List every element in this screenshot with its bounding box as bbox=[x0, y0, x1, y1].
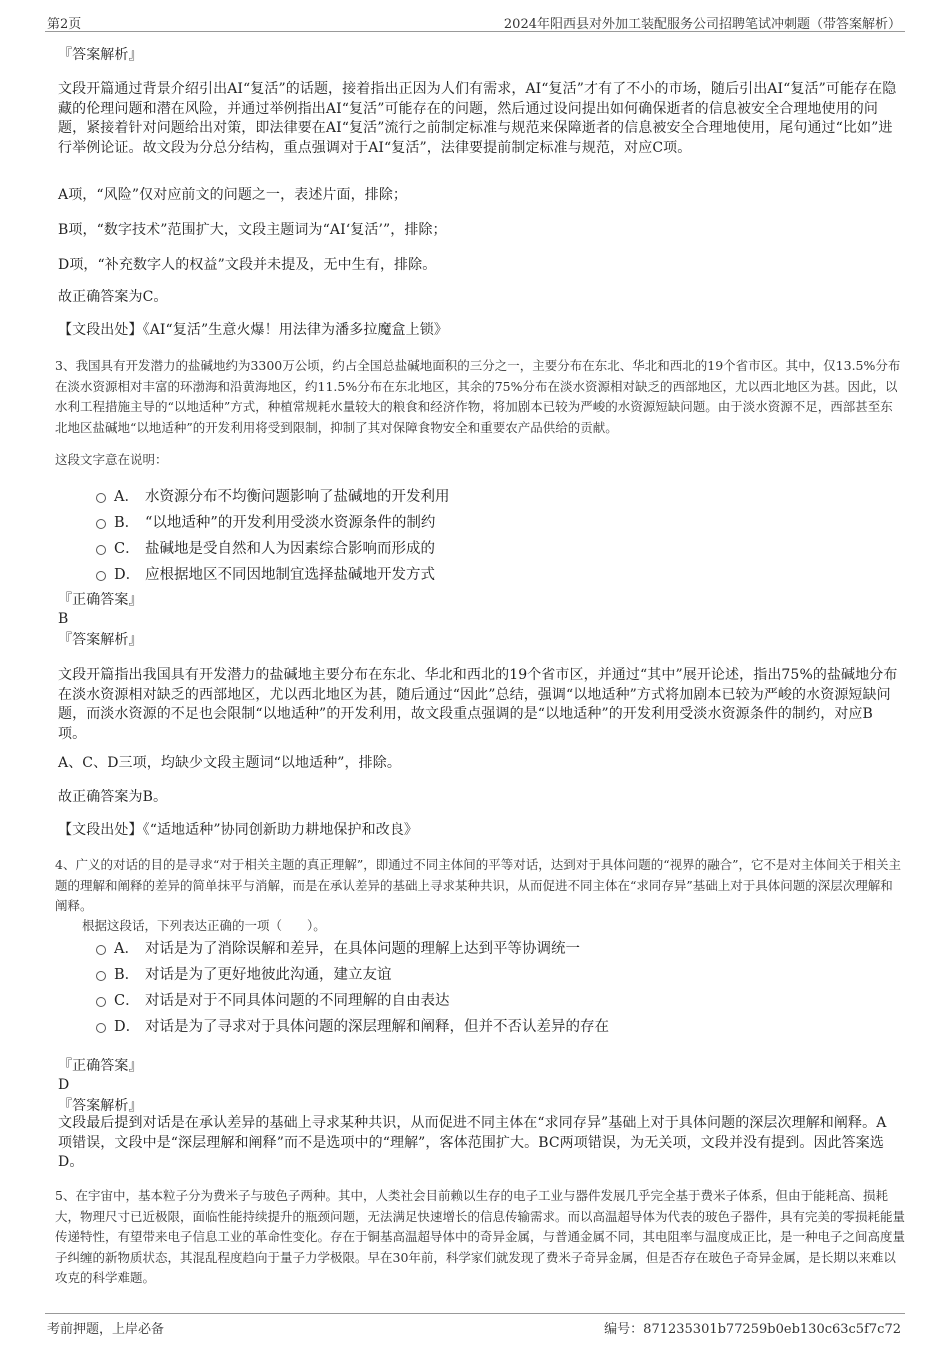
option-text: 应根据地区不同因地制宜选择盐碱地开发方式 bbox=[145, 567, 435, 583]
q3-stem: 3、我国具有开发潜力的盐碱地约为3300万公顷，约占全国总盐碱地面积的三分之一，主要分布在东北、华北和西北的19个省市区。其中，仅13.5%分布在淡水资源相对丰富的环渤海和沿黄海地区，约11.5%分布在东北地区，其余的75%分布在淡水资源相对缺乏的西部地区，尤以西北地区为甚。因此，以水利工程措施主导的“以地适种”方式，种植常规耗水量较大的粮食和经济作物，将加剧本已较为严峻的水资源短缺问题。由于淡水资源不足，西部甚至东北地区盐碱地“以地适种”的开发利用将受到限制，抑制了其对保障食物安全和重要农产品供给的贡献。 bbox=[55, 358, 901, 435]
q3-option-b[interactable] bbox=[96, 511, 435, 532]
q2-option-b-note: B项，“数字技术”范围扩大，文段主题词为“AI‘复活’”，排除； bbox=[58, 222, 447, 238]
q4-question: 根据这段话，下列表达正确的一项（ ）。 bbox=[82, 918, 326, 933]
q2-analysis-text: 文段开篇通过背景介绍引出AI“复活”的话题，接着指出正因为人们有需求，AI“复活”才有了不小的市场，随后引出AI“复活”可能存在隐藏的伦理问题和潜在风险，并通过举例指出AI“复活”可能存在的问题，然后通过设问提出如何确保逝者的信息被安全合理地使用的问题，紧接着针对问题给出对策，即法律要在AI“复活”流行之前制定标准与规范来保障逝者的信息被安全合理地使用，尾句通过“比如”进行举例论证。故文段为分总分结构，重点强调对于AI“复活”，法律要提前制定标准与规范，对应C项。 bbox=[58, 81, 897, 156]
page-footer bbox=[45, 1313, 905, 1335]
q3-analysis-text: 文段开篇指出我国具有开发潜力的盐碱地主要分布在东北、华北和西北的19个省市区，并通过“其中”展开论述，指出75%的盐碱地分布在淡水资源相对缺乏的西部地区，尤以西北地区为甚，随后通过“因此”总结，强调“以地适种”方式将加剧本已较为严峻的水资源短缺问题，而淡水资源的不足也会限制“以地适种”的开发利用，故文段重点强调的是“以地适种”的开发利用受淡水资源条件的制约，对应B项。 bbox=[58, 667, 898, 742]
q3-option-a[interactable] bbox=[96, 485, 450, 506]
radio-icon[interactable] bbox=[96, 545, 106, 555]
q2-option-a-note: A项，“风险”仅对应前文的问题之一，表述片面，排除； bbox=[58, 187, 408, 203]
q4-option-c[interactable] bbox=[96, 989, 450, 1010]
q4-analysis-text: 文段最后提到对话是在承认差异的基础上寻求某种共识，从而促进不同主体在“求同存异”基础上对于具体问题的深层次理解和阐释。A项错误，文段中是“深层理解和阐释”而不是选项中的“理解”，客体范围扩大。BC两项错误，为无关项，文段并没有提到。因此答案选D。 bbox=[58, 1115, 887, 1170]
radio-icon[interactable] bbox=[96, 945, 106, 955]
option-text: “以地适种”的开发利用受淡水资源条件的制约 bbox=[145, 515, 436, 531]
page-header bbox=[45, 12, 905, 32]
option-label: B． bbox=[114, 515, 140, 531]
document-code: 编号：871235301b77259b0eb130c63c5f7c72 bbox=[604, 1322, 901, 1337]
radio-icon[interactable] bbox=[96, 971, 106, 981]
radio-icon[interactable] bbox=[96, 493, 106, 503]
q2-option-d-note: D项，“补充数字人的权益”文段并未提及，无中生有，排除。 bbox=[58, 257, 437, 273]
q3-conclusion: 故正确答案为B。 bbox=[58, 789, 168, 805]
q3-acd-note: A、C、D三项，均缺少文段主题词“以地适种”，排除。 bbox=[58, 755, 401, 771]
q4-analysis-label: 『答案解析』 bbox=[58, 1098, 143, 1114]
q3-analysis-label: 『答案解析』 bbox=[58, 632, 143, 648]
q3-source: 【文段出处】《“适地适种”协同创新助力耕地保护和改良》 bbox=[58, 822, 419, 838]
option-label: B． bbox=[114, 967, 140, 983]
option-label: A． bbox=[114, 489, 139, 505]
q3-question: 这段文字意在说明： bbox=[55, 452, 168, 467]
footer-slogan: 考前押题，上岸必备 bbox=[47, 1322, 165, 1337]
q5-stem: 5、在宇宙中，基本粒子分为费米子与玻色子两种。其中，人类社会目前赖以生存的电子工业与器件发展几乎完全基于费米子体系，但由于能耗高、损耗大，物理尺寸已近极限，面临性能持续提升的瓶颈问题，无法满足快速增长的信息传输需求。而以高温超导体为代表的玻色子器件，具有完美的零损耗能量传递特性，有望带来电子信息工业的革命性变化。存在于铜基高温超导体中的奇异金属，与普通金属不同，其电阻率与温度成正比，是一种电子之间高度量子纠缠的新物质状态，其混乱程度趋向于量子力学极限。早在30年前，科学家们就发现了费米子奇异金属，但是否存在玻色子奇异金属，是长期以来难以攻克的科学难题。 bbox=[55, 1188, 906, 1285]
option-text: 对话是为了消除误解和差异，在具体问题的理解上达到平等协调统一 bbox=[145, 941, 580, 957]
q2-analysis-label: 『答案解析』 bbox=[58, 47, 143, 63]
q4-stem: 4、广义的对话的目的是寻求“对于相关主题的真正理解”，即通过不同主体间的平等对话，达到对于具体问题的“视界的融合”，它不是对主体间关于相关主题的理解和阐释的差异的简单抹平与消解，而是在承认差异的基础上寻求某种共识，从而促进不同主体在“求同存异”基础上对于具体问题的深层次理解和阐释。 bbox=[55, 857, 902, 913]
q4-answer: D bbox=[58, 1077, 70, 1093]
option-label: C． bbox=[114, 993, 140, 1009]
option-text: 盐碱地是受自然和人为因素综合影响而形成的 bbox=[145, 541, 435, 557]
option-label: C． bbox=[114, 541, 140, 557]
q4-option-d[interactable] bbox=[96, 1015, 609, 1036]
page-number: 第2页 bbox=[47, 17, 82, 32]
q3-option-d[interactable] bbox=[96, 563, 435, 584]
q4-answer-label: 『正确答案』 bbox=[58, 1058, 143, 1074]
option-text: 对话是为了更好地彼此沟通，建立友谊 bbox=[145, 967, 392, 983]
q3-answer-label: 『正确答案』 bbox=[58, 592, 143, 608]
q2-source: 【文段出处】《AI“复活”生意火爆！用法律为潘多拉魔盒上锁》 bbox=[58, 322, 448, 338]
document-title: 2024年阳西县对外加工装配服务公司招聘笔试冲刺题（带答案解析） bbox=[503, 17, 901, 32]
radio-icon[interactable] bbox=[96, 519, 106, 529]
option-label: D． bbox=[114, 567, 141, 583]
q4-option-a[interactable] bbox=[96, 937, 580, 958]
option-text: 对话是对于不同具体问题的不同理解的自由表达 bbox=[145, 993, 450, 1009]
radio-icon[interactable] bbox=[96, 1023, 106, 1033]
option-label: D． bbox=[114, 1019, 141, 1035]
q3-option-c[interactable] bbox=[96, 537, 435, 558]
q3-answer: B bbox=[58, 611, 69, 627]
radio-icon[interactable] bbox=[96, 997, 106, 1007]
q2-conclusion: 故正确答案为C。 bbox=[58, 289, 168, 305]
radio-icon[interactable] bbox=[96, 571, 106, 581]
option-label: A． bbox=[114, 941, 139, 957]
option-text: 水资源分布不均衡问题影响了盐碱地的开发利用 bbox=[145, 489, 450, 505]
q4-option-b[interactable] bbox=[96, 963, 392, 984]
option-text: 对话是为了寻求对于具体问题的深层理解和阐释，但并不否认差异的存在 bbox=[145, 1019, 609, 1035]
